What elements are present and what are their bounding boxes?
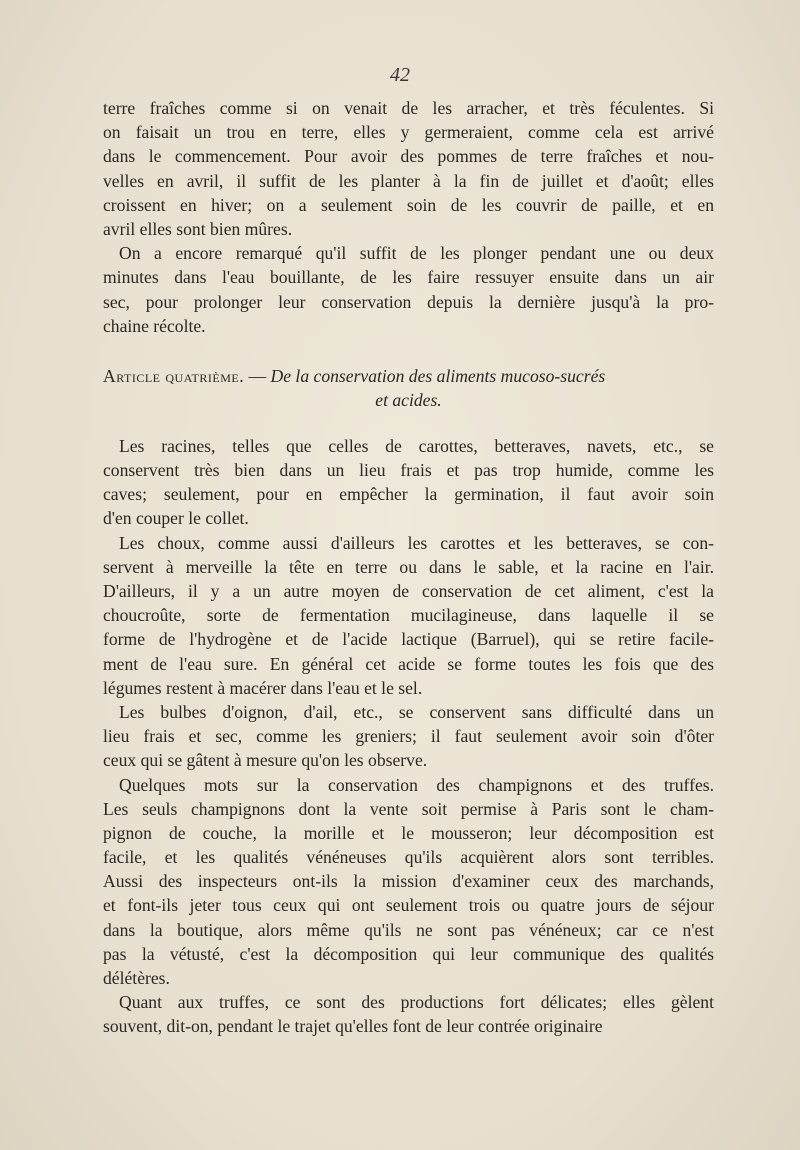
text-line: chaine récolte. (103, 315, 206, 336)
text-line: avril elles sont bien mûres. (103, 218, 293, 239)
paragraphs-top (103, 96, 714, 338)
page-number: 42 (390, 64, 410, 86)
text-line: pignon de couche, la morille et le mousseron; leur décomposition est (103, 822, 714, 843)
text-line: On a encore remarqué qu'il suffit de les plonger pendant une ou deux (119, 243, 714, 264)
text-line: Les seuls champignons dont la vente soit permise à Paris sont le cham- (103, 798, 714, 819)
paragraph (103, 773, 714, 991)
text-line: ment de l'eau sure. En général cet acide se forme toutes les fois que des (103, 653, 714, 674)
text-line: forme de l'hydrogène et de l'acide lactique (Barruel), qui se retire facile- (103, 629, 714, 650)
text-line: caves; seulement, pour en empêcher la germination, il faut avoir soin (103, 484, 714, 505)
text-line: terre fraîches comme si on venait de les arracher, et très féculentes. Si (103, 98, 714, 118)
heading-line-1 (103, 364, 714, 388)
text-line: Les choux, comme aussi d'ailleurs les carottes et les betteraves, se con- (119, 532, 714, 553)
text-line: facile, et les qualités vénéneuses qu'ils acquièrent alors sont terribles. (103, 847, 714, 868)
text-line: servent à merveille la tête en terre ou dans le sable, et la racine en l'air. (103, 556, 714, 577)
text-line: pas la vétusté, c'est la décomposition qui leur communique des qualités (103, 943, 714, 964)
paragraph (103, 241, 714, 338)
text-line: d'en couper le collet. (103, 508, 249, 529)
heading-dash: — (248, 365, 267, 386)
heading-label: Article quatrième. (103, 365, 245, 386)
text-line: ceux qui se gâtent à mesure qu'on les observe. (103, 750, 428, 771)
text-line: et font-ils jeter tous ceux qui ont seulement trois ou quatre jours de séjour (103, 895, 714, 916)
text-line: D'ailleurs, il y a un autre moyen de conservation de cet aliment, c'est la (103, 581, 714, 601)
paragraph (103, 96, 714, 241)
text-line: croissent en hiver; on a seulement soin de les couvrir de paille, et en (103, 194, 714, 215)
text-line: Quant aux truffes, ce sont des productions fort délicates; elles gèlent (119, 992, 714, 1013)
paragraph (103, 700, 714, 773)
text-line: Les racines, telles que celles de carottes, betteraves, navets, etc., se (119, 435, 714, 456)
text-line: minutes dans l'eau bouillante, de les faire ressuyer ensuite dans un air (103, 267, 714, 288)
paragraph (103, 531, 714, 700)
text-line: dans le commencement. Pour avoir des pommes de terre fraîches et nou- (103, 146, 714, 167)
text-line: lieu frais et sec, comme les greniers; il faut seulement avoir soin d'ôter (103, 726, 714, 747)
text-line: choucroûte, sorte de fermentation mucilagineuse, dans laquelle il se (103, 605, 714, 626)
paragraph (103, 990, 714, 1038)
text-line: velles en avril, il suffit de les planter à la fin de juillet et d'août; elles (103, 170, 714, 191)
heading-title-line-1: De la conservation des aliments mucoso-sucrés (270, 365, 606, 386)
paragraphs-bottom (103, 434, 714, 1039)
text-line: Les bulbes d'oignon, d'ail, etc., se conservent sans difficulté dans un (119, 701, 714, 722)
paragraph (103, 434, 714, 531)
text-line: conservent très bien dans un lieu frais et pas trop humide, comme les (103, 460, 714, 481)
text-line: délétères. (103, 968, 170, 988)
text-line: légumes restent à macérer dans l'eau et le sel. (103, 677, 423, 698)
text-line: Aussi des inspecteurs ont-ils la mission d'examiner ceux des marchands, (103, 871, 714, 892)
page-body (103, 96, 714, 1039)
section-heading (103, 364, 714, 412)
text-line: on faisait un trou en terre, elles y germeraient, comme cela est arrivé (103, 122, 714, 143)
text-line: Quelques mots sur la conservation des champignons et des truffes. (119, 774, 714, 795)
text-line: dans la boutique, alors même qu'ils ne sont pas vénéneux; car ce n'est (103, 919, 714, 940)
text-line: souvent, dit-on, pendant le trajet qu'elles font de leur contrée originaire (103, 1016, 603, 1037)
heading-title-line-2: et acides. (375, 389, 442, 410)
text-line: sec, pour prolonger leur conservation depuis la dernière jusqu'à la pro- (103, 291, 714, 312)
